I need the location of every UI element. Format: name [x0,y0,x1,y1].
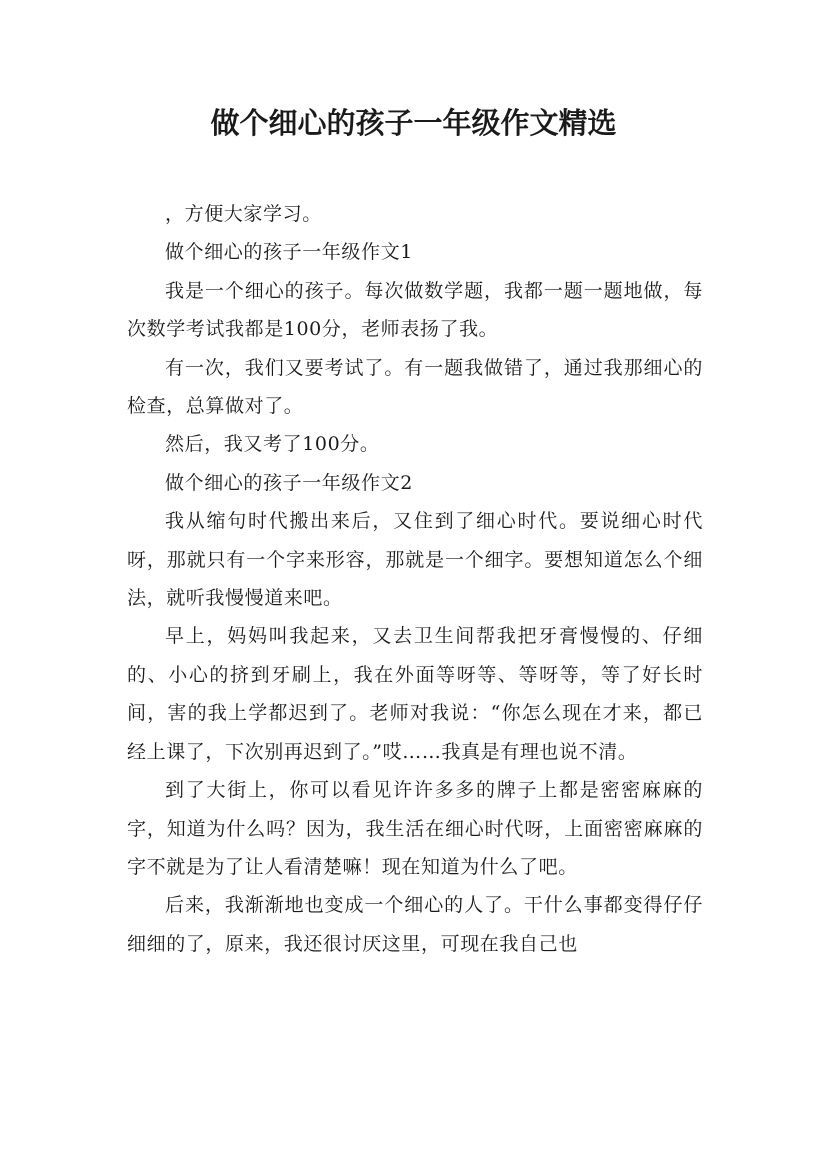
document-body [127,195,703,963]
document-title: 做个细心的孩子一年级作文精选 [210,106,617,140]
paragraph: ，方便大家学习。 [165,203,322,225]
paragraph: 我从缩句时代搬出来后，又住到了细心时代。要说细心时代呀，那就只有一个字来形容，那就是一个细字。要想知道怎么个细法，就听我慢慢道来吧。 [127,510,703,610]
paragraph: 我是一个细心的孩子。每次做数学题，我都一题一题地做，每次数学考试我都是100分，老师表扬了我。 [127,279,703,341]
paragraph: 后来，我渐渐地也变成一个细心的人了。干什么事都变得仔仔细细的了，原来，我还很讨厌这里，可现在我自己也 [127,894,703,955]
paragraph: 早上，妈妈叫我起来，又去卫生间帮我把牙膏慢慢的、仔细的、小心的挤到牙刷上，我在外面等呀等、等呀等，等了好长时间，害的我上学都迟到了。老师对我说：“你怎么现在才来，都已经上课了，下次别再迟到了。”哎……我真是有理也说不清。 [127,625,703,763]
paragraph: 然后，我又考了100分。 [165,433,380,456]
paragraph: 到了大街上，你可以看见许许多多的牌子上都是密密麻麻的字，知道为什么吗？因为，我生活在细心时代呀，上面密密麻麻的字不就是为了让人看清楚嘛！现在知道为什么了吧。 [127,779,703,878]
paragraph: 做个细心的孩子一年级作文1 [165,241,413,264]
paragraph: 做个细心的孩子一年级作文2 [165,471,413,494]
paragraph: 有一次，我们又要考试了。有一题我做错了，通过我那细心的检查，总算做对了。 [127,356,703,418]
